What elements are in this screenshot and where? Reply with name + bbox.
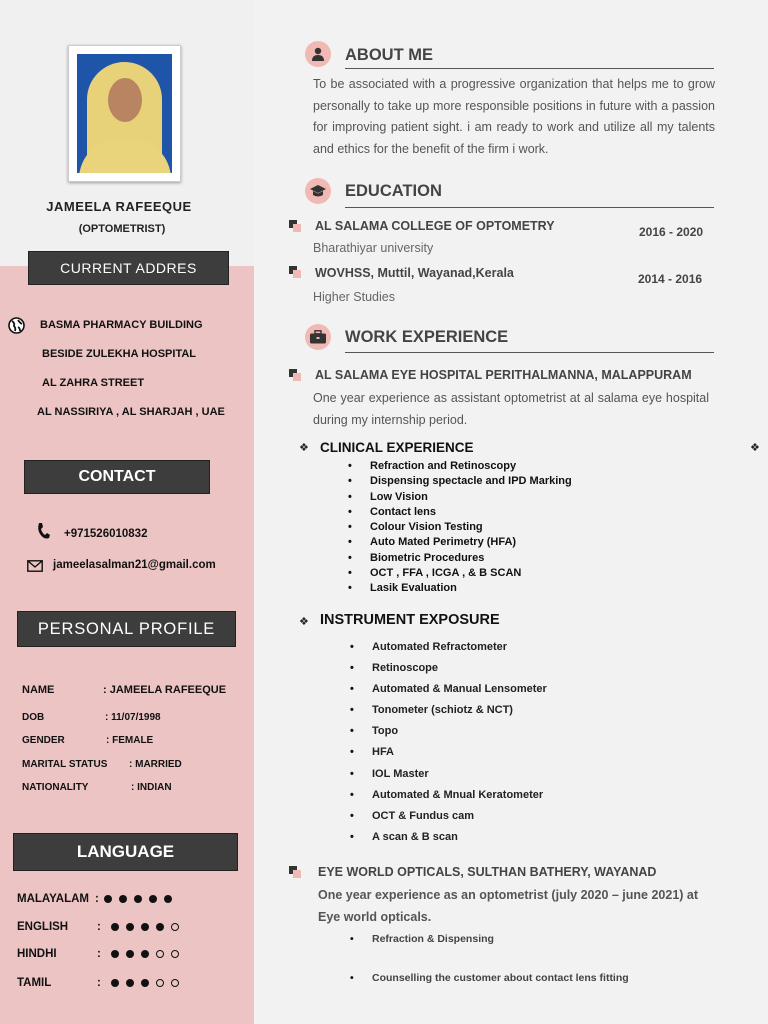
language-separator: : xyxy=(97,948,101,960)
work-bullet xyxy=(289,369,301,381)
profile-value: : MARRIED xyxy=(129,759,182,770)
skill-dot-filled xyxy=(141,950,149,958)
skill-dot-filled xyxy=(126,950,134,958)
job-description: One year experience as assistant optometrist at al salama eye hospital during my internship period. xyxy=(313,391,709,427)
divider xyxy=(345,352,714,353)
skill-dot-empty xyxy=(171,979,179,987)
phone-number[interactable]: +971526010832 xyxy=(64,528,148,540)
email-address[interactable]: jameelasalman21@gmail.com xyxy=(53,559,216,571)
diamond-bullet-icon: ❖ xyxy=(299,442,309,454)
profile-label: NAME xyxy=(22,684,55,696)
skill-dot-filled xyxy=(156,923,164,931)
list-item: • Topo xyxy=(350,721,547,742)
profile-label: NATIONALITY xyxy=(22,782,89,793)
skill-dot-empty xyxy=(156,950,164,958)
list-item: • Dispensing spectacle and IPD Marking xyxy=(348,474,572,489)
skill-dot-filled xyxy=(134,895,142,903)
list-item: • Lasik Evaluation xyxy=(348,581,572,596)
instrument-list xyxy=(350,637,547,848)
person-icon xyxy=(305,41,331,67)
language-row xyxy=(17,977,186,989)
address-line: BASMA PHARMACY BUILDING xyxy=(40,319,203,331)
education-years: 2014 - 2016 xyxy=(638,272,703,286)
divider xyxy=(345,207,714,208)
skill-dot-filled xyxy=(126,923,134,931)
skill-dot-filled xyxy=(104,895,112,903)
divider xyxy=(345,68,714,69)
school-detail: Bharathiyar university xyxy=(313,241,434,255)
profile-label: MARITAL STATUS xyxy=(22,759,108,770)
language-heading: LANGUAGE xyxy=(13,833,238,871)
skill-dot-filled xyxy=(111,950,119,958)
list-item: • Tonometer (schiotz & NCT) xyxy=(350,700,547,721)
list-item: • Biometric Procedures xyxy=(348,551,572,566)
list-item: • Refraction & Dispensing xyxy=(350,933,629,945)
education-years: 2016 - 2020 xyxy=(639,225,704,239)
skill-dot-filled xyxy=(111,923,119,931)
job-title: EYE WORLD OPTICALS, SULTHAN BATHERY, WAYANAD xyxy=(318,865,657,879)
job-title: AL SALAMA EYE HOSPITAL PERITHALMANNA, MALAPPURAM xyxy=(315,368,692,382)
skill-dot-empty xyxy=(171,950,179,958)
list-item: • Automated & Manual Lensometer xyxy=(350,679,547,700)
profile-row-nationality xyxy=(22,782,172,793)
profile-label: DOB xyxy=(22,712,45,723)
language-name: ENGLISH xyxy=(17,921,69,933)
profile-row-marital xyxy=(22,759,182,770)
list-item: • HFA xyxy=(350,742,547,763)
clinical-list xyxy=(348,459,572,597)
language-name: TAMIL xyxy=(17,977,52,989)
profile-row-gender xyxy=(22,735,153,746)
skill-dot-filled xyxy=(149,895,157,903)
profile-title: (OPTOMETRIST) xyxy=(78,223,166,235)
diamond-bullet-icon: ❖ xyxy=(750,442,760,454)
address-line: AL NASSIRIYA , AL SHARJAH , UAE xyxy=(37,406,225,418)
phone-icon xyxy=(36,522,50,545)
about-heading: ABOUT ME xyxy=(345,46,433,64)
address-heading: CURRENT ADDRES xyxy=(28,251,229,285)
school-name: AL SALAMA COLLEGE OF OPTOMETRY xyxy=(315,219,555,233)
job2-list xyxy=(350,933,629,984)
profile-photo xyxy=(68,45,181,182)
diamond-bullet-icon: ❖ xyxy=(299,616,309,628)
briefcase-icon xyxy=(305,324,331,350)
graduation-cap-icon xyxy=(305,178,331,204)
profile-row-dob xyxy=(22,712,161,723)
profile-value: : FEMALE xyxy=(106,735,154,746)
portrait-image xyxy=(77,54,172,173)
work-heading: WORK EXPERIENCE xyxy=(345,328,509,346)
language-separator: : xyxy=(97,921,101,933)
skill-dot-empty xyxy=(171,923,179,931)
language-separator: : xyxy=(95,893,99,905)
profile-row-name xyxy=(22,684,226,696)
list-item: • IOL Master xyxy=(350,764,547,785)
contact-heading: CONTACT xyxy=(24,460,210,494)
skill-dot-empty xyxy=(156,979,164,987)
list-item: • Contact lens xyxy=(348,505,572,520)
list-item: • OCT , FFA , ICGA , & B SCAN xyxy=(348,566,572,581)
list-item: • Retinoscope xyxy=(350,658,547,679)
language-name: MALAYALAM xyxy=(17,893,89,905)
language-row xyxy=(17,948,186,960)
list-item: • OCT & Fundus cam xyxy=(350,806,547,827)
list-item: • Colour Vision Testing xyxy=(348,520,572,535)
address-line: AL ZAHRA STREET xyxy=(42,377,145,389)
education-bullet xyxy=(289,220,301,232)
list-item: • A scan & B scan xyxy=(350,827,547,848)
skill-dot-filled xyxy=(126,979,134,987)
education-bullet xyxy=(289,266,301,278)
skill-dot-filled xyxy=(141,923,149,931)
language-row xyxy=(17,893,179,905)
job-description: One year experience as an optometrist (july 2020 – june 2021) at Eye world opticals. xyxy=(318,888,699,924)
list-item: • Auto Mated Perimetry (HFA) xyxy=(348,535,572,550)
profile-value: : 11/07/1998 xyxy=(105,712,161,723)
work-bullet xyxy=(289,866,301,878)
list-item: • Low Vision xyxy=(348,490,572,505)
personal-profile-heading: PERSONAL PROFILE xyxy=(17,611,236,647)
education-heading: EDUCATION xyxy=(345,182,442,200)
list-item: • Counselling the customer about contact lens fitting xyxy=(350,972,629,984)
skill-dot-filled xyxy=(164,895,172,903)
clinical-heading: CLINICAL EXPERIENCE xyxy=(320,440,474,455)
globe-icon xyxy=(8,317,25,339)
skill-dot-filled xyxy=(111,979,119,987)
about-text: To be associated with a progressive organization that helps me to grow personally to take up more responsible positions in future with a passion for improving patient sight. i am ready to work and utilize all my talents and ethics for the benefit of the firm i work. xyxy=(313,77,715,156)
address-line: BESIDE ZULEKHA HOSPITAL xyxy=(42,348,197,360)
language-separator: : xyxy=(97,977,101,989)
skill-dot-filled xyxy=(141,979,149,987)
list-item: • Refraction and Retinoscopy xyxy=(348,459,572,474)
envelope-icon xyxy=(27,559,43,577)
language-row xyxy=(17,921,186,933)
skill-dot-filled xyxy=(119,895,127,903)
school-name: WOVHSS, Muttil, Wayanad,Kerala xyxy=(315,266,514,280)
language-name: HINDHI xyxy=(17,948,57,960)
profile-name: JAMEELA RAFEEQUE xyxy=(46,199,192,214)
profile-value: : INDIAN xyxy=(131,782,172,793)
instrument-heading: INSTRUMENT EXPOSURE xyxy=(320,612,500,628)
list-item: • Automated Refractometer xyxy=(350,637,547,658)
profile-value: : JAMEELA RAFEEQUE xyxy=(103,684,227,696)
list-item: • Automated & Mnual Keratometer xyxy=(350,785,547,806)
school-detail: Higher Studies xyxy=(313,290,395,304)
profile-label: GENDER xyxy=(22,735,65,746)
